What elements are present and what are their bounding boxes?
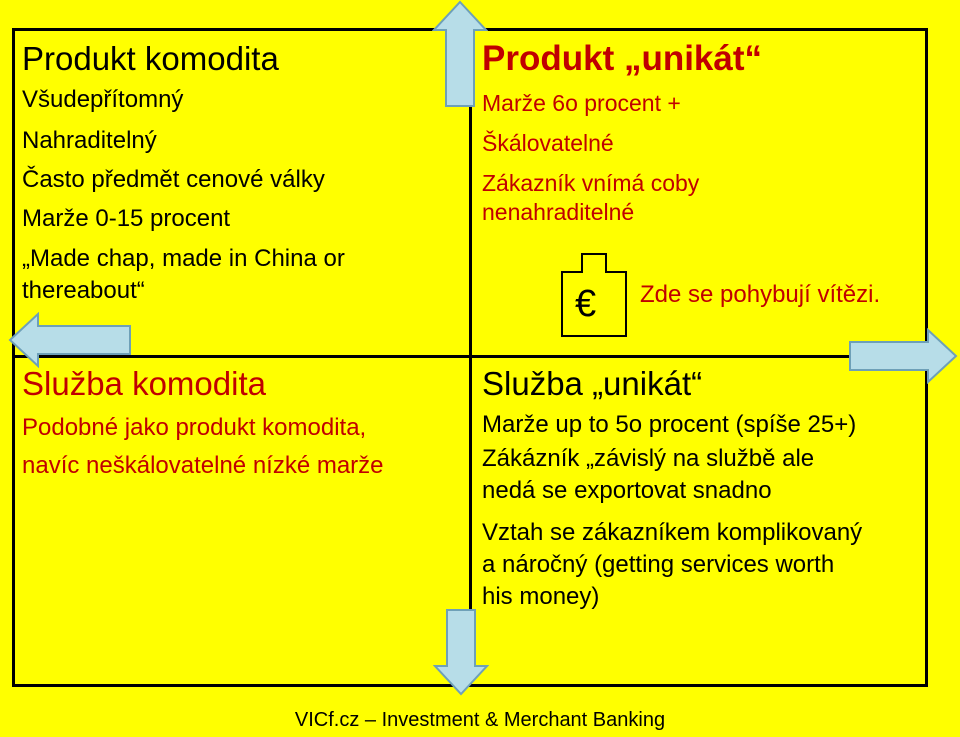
quadrant-line: his money) xyxy=(482,583,600,610)
quadrant-line: a náročný (getting services worth xyxy=(482,551,835,578)
quadrant-line: Škálovatelné xyxy=(482,130,614,156)
quadrant-line: Zákazník vnímá coby xyxy=(482,170,700,196)
quadrant-line: nedá se exportovat snadno xyxy=(482,477,772,504)
quadrant-title: Produkt komodita xyxy=(22,40,279,77)
quadrant-service-unique xyxy=(482,365,922,613)
quadrant-line: nenahraditelné xyxy=(482,199,635,225)
quadrant-line: Podobné jako produkt komodita, xyxy=(22,414,367,441)
quadrant-title: Služba komodita xyxy=(22,365,266,402)
quadrant-line: navíc neškálovatelné nízké marže xyxy=(22,452,384,479)
quadrant-product-commodity xyxy=(22,40,452,307)
quadrant-title: Produkt „unikát“ xyxy=(482,39,763,78)
quadrant-line: Všudepřítomný xyxy=(22,86,184,113)
horizontal-axis-line xyxy=(12,355,928,358)
quadrant-line: Marže 6o procent + xyxy=(482,90,681,116)
quadrant-service-commodity xyxy=(22,365,462,485)
quadrant-line: Vztah se zákazníkem komplikovaný xyxy=(482,519,863,546)
footer-text: VICf.cz – Investment & Merchant Banking xyxy=(294,709,666,731)
euro-symbol: € xyxy=(575,283,597,325)
quadrant-line: Marže up to 5o procent (spíše 25+) xyxy=(482,411,857,438)
quadrant-line: Nahraditelný xyxy=(22,127,157,154)
quadrant-line: thereabout“ xyxy=(22,277,145,304)
quadrant-line: Často předmět cenové války xyxy=(22,166,325,193)
arrow-down-icon xyxy=(433,608,489,696)
quadrant-line: Zákázník „závislý na službě ale xyxy=(482,445,815,472)
quadrant-product-unique xyxy=(482,40,922,226)
quadrant-title: Služba „unikát“ xyxy=(482,365,703,402)
quadrant-line: „Made chap, made in China or xyxy=(22,245,345,272)
quadrant-line: Marže 0-15 procent xyxy=(22,205,231,232)
winners-caption: Zde se pohybují vítězi. xyxy=(640,281,881,308)
arrow-left-icon xyxy=(8,312,132,368)
